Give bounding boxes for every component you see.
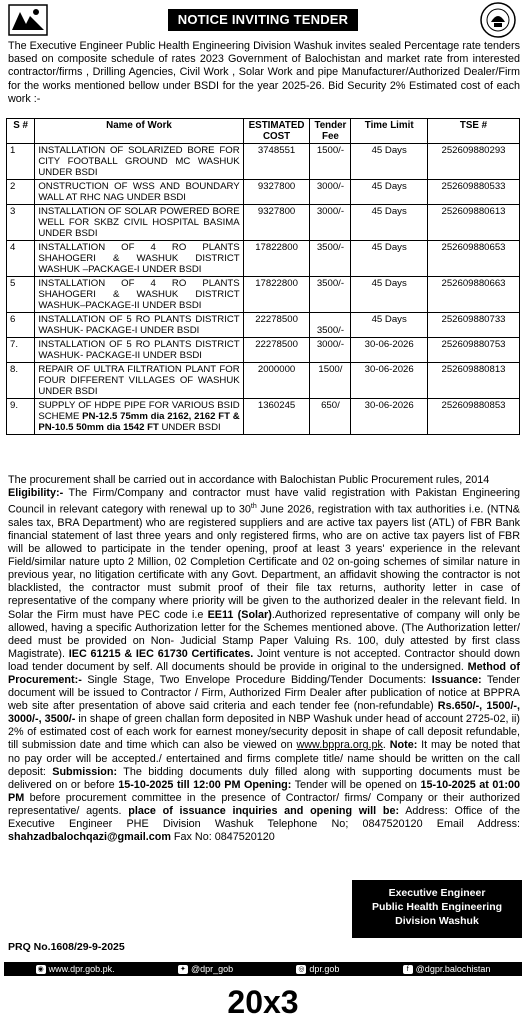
note-text: It may be noted that no pay order will be accepted./ entertained and firms complete title/ name should be written on the call deposit: <box>8 739 521 778</box>
cell-sn: 8. <box>7 363 35 399</box>
cell-sn: 6 <box>7 313 35 338</box>
opening-text: Tender will be opened on <box>291 778 421 791</box>
cell-name: INSTALLATION OF 5 RO PLANTS DISTRICT WASHUK- PACKAGE-II UNDER BSDI <box>35 338 243 363</box>
twitter-link[interactable] <box>178 964 233 974</box>
cell-cost: 9327800 <box>243 180 310 205</box>
globe-icon: ◉ <box>37 965 44 973</box>
note-label: Note: <box>389 739 418 752</box>
table-header-row <box>7 119 520 144</box>
cell-time: 45 Days <box>351 180 428 205</box>
cell-sn: 4 <box>7 241 35 277</box>
twitter-text: @dpr_gob <box>190 964 234 974</box>
address-text: Address: Office of the Executive Engineer PHE Division Washuk Telephone No; 0847520120 Email Address: <box>8 804 520 831</box>
issuance-label: Issuance: <box>431 674 482 686</box>
table-row <box>7 180 520 205</box>
ad-size-label: 20x3 <box>227 984 299 1020</box>
instagram-icon: ◎ <box>298 965 305 973</box>
cell-tse: 252609880753 <box>428 338 520 363</box>
submission-date: 15-10-2025 till 12:00 PM <box>118 778 241 791</box>
cell-time: 45 Days <box>351 313 428 338</box>
col-fee: Tender Fee <box>310 119 351 144</box>
cell-time: 30-06-2026 <box>351 363 428 399</box>
intro-paragraph: The Executive Engineer Public Health Engineering Division Washuk invites sealed Percentage rate tenders based on composite schedule of rates 2023 Government of Balochistan and market rate from interested contractor/firms , Drilling Agencies, Civil Work , Solar Work and pipe Manufacturer/Authorized Dealer/Firm for the works mentioned bellow under BSDI for the year 2025-26. Bid Security 2% Estimated cost of each work :- <box>8 40 520 105</box>
cell-fee: 3500/- <box>310 313 351 338</box>
submission-text: The bidding documents duly filled along with supporting documents must be delivered on or before <box>8 765 520 791</box>
notice-title: NOTICE INVITING TENDER <box>168 9 358 31</box>
table-row <box>7 363 520 399</box>
method-text: Single Stage, Two Envelope Procedure Bidding/Tender Documents: <box>81 674 432 686</box>
cell-tse: 252609880813 <box>428 363 520 399</box>
eligibility-text: June 2026, registration with tax authorities i.e. (NTN& sales tax, BRA Department) who are registered suppliers and are active tax payers list (ATL) of FBR Bank financial statement of last three years and only registered firms, who are on active tax payers list of FBR will be allowed to participate in the tender opening, proof at least 3 years' experience in the relevant Field/similar nature upto 2 Million, 02 Completion Certificate and 02 on-going schemes of similar nature in previous year, no litigation certificate with any Govt. Department, an affidavit showing the contractor is not blacklisted, the contractor must submit proof of their file tax returns, authority letter in case of representative of the company where priority will be given to the authorized dealer in the relevant field. In Solar the Firm must have PEC code i.e <box>8 503 520 621</box>
cell-fee: 3000/- <box>310 205 351 241</box>
signature-line: Division Washuk <box>395 915 479 927</box>
website-text: www.dpr.gob.pk. <box>48 964 115 974</box>
table-row <box>7 241 520 277</box>
col-tse: TSE # <box>428 119 520 144</box>
cell-fee: 3000/- <box>310 180 351 205</box>
cell-name: INSTALLATION OF 4 RO PLANTS SHAHOGERI & WASHUK DISTRICT WASHUK–PACKAGE-II UNDER BSDI <box>35 277 243 313</box>
cell-name: ONSTRUCTION OF WSS AND BOUNDARY WALL AT RHC NAG UNDER BSDI <box>35 180 243 205</box>
cell-name: INSTALLATION OF SOLAR POWERED BORE WELL FOR SKBZ CIVIL HOSPITAL BASIMA UNDER BSDI <box>35 205 243 241</box>
cell-time: 45 Days <box>351 241 428 277</box>
opening-text: before procurement committee in the presence of Contractor/ firms/ Company or their authorized representative/ agents. <box>8 791 520 817</box>
cell-sn: 1 <box>7 144 35 180</box>
cell-name-part: SUPPLY OF HDPE PIPE FOR VARIOUS BSID SCHEME <box>38 400 240 422</box>
twitter-icon: ✦ <box>178 965 188 974</box>
cell-cost: 22278500 <box>243 313 310 338</box>
cell-tse: 252609880293 <box>428 144 520 180</box>
cell-fee: 3500/- <box>310 241 351 277</box>
opening-date: 15-10-2025 at 01:00 PM <box>8 778 520 804</box>
facebook-text: @dgpr.balochistan <box>415 964 491 974</box>
cell-tse: 252609880853 <box>428 399 520 435</box>
submission-label: Submission: <box>52 765 118 778</box>
cell-cost: 1360245 <box>243 399 310 435</box>
cell-tse: 252609880613 <box>428 205 520 241</box>
cell-time: 30-06-2026 <box>351 399 428 435</box>
table-row <box>7 205 520 241</box>
cell-time: 45 Days <box>351 277 428 313</box>
cell-tse: 252609880653 <box>428 241 520 277</box>
bppra-link[interactable]: www.bppra.org.pk <box>296 739 383 752</box>
iec-certificates: IEC 61215 & IEC 61730 Certificates. <box>68 647 254 660</box>
cell-fee: 1500/ <box>310 363 351 399</box>
cell-sn: 7. <box>7 338 35 363</box>
cell-cost: 2000000 <box>243 363 310 399</box>
cell-fee: 3500/- <box>310 277 351 313</box>
cell-cost: 9327800 <box>243 205 310 241</box>
ordinal-suffix: th <box>250 503 257 511</box>
eligibility-text: Joint venture is not accepted. Contractor should down load tender document by self. All documents should be provide in original to the undersigned. <box>8 647 520 673</box>
cell-fee: 1500/- <box>310 144 351 180</box>
phe-department-seal <box>478 2 518 38</box>
cell-sn: 5 <box>7 277 35 313</box>
issuance-text: Tender document will be issued to Contractor / Firm, Authorized Firm Dealer after publication of notice at BPPRA web site after presentation of above said criteria and each tender fee (non-refundable) <box>8 674 520 713</box>
cell-name: INSTALLATION OF 4 RO PLANTS SHAHOGERI & WASHUK DISTRICT WASHUK –PACKAGE-I UNDER BSDI <box>35 241 243 277</box>
cell-cost: 17822800 <box>243 241 310 277</box>
place-label: place of issuance inquiries and opening will be: <box>128 804 400 817</box>
cell-time: 45 Days <box>351 144 428 180</box>
cell-tse: 252609880733 <box>428 313 520 338</box>
signature-line: Public Health Engineering <box>371 901 503 913</box>
balochistan-govt-logo <box>8 4 48 36</box>
terms-body <box>8 474 520 844</box>
instagram-link[interactable] <box>296 964 339 974</box>
cell-time: 45 Days <box>351 205 428 241</box>
issuance-text: in shape of green challan form deposited in NBP Washuk under head of account 2725-02, ii) 2% of estimated cost of each work for earnest money/security deposit in shape of call deposit refundable, till submission date and time which can also be viewed on <box>8 713 520 752</box>
table-row <box>7 144 520 180</box>
facebook-icon: f <box>403 965 413 974</box>
instagram-text: dpr.gob <box>309 964 340 974</box>
cell-sn: 3 <box>7 205 35 241</box>
signature-block <box>352 880 522 938</box>
signature-line: Executive Engineer <box>388 887 486 899</box>
table-row <box>7 338 520 363</box>
social-bar <box>4 962 522 976</box>
cell-fee: 650/ <box>310 399 351 435</box>
cell-cost: 3748551 <box>243 144 310 180</box>
col-name: Name of Work <box>35 119 243 144</box>
cell-name-part: UNDER BSDI <box>158 422 221 433</box>
table-row <box>7 399 520 435</box>
cell-cost: 17822800 <box>243 277 310 313</box>
table-row <box>7 313 520 338</box>
cell-cost: 22278500 <box>243 338 310 363</box>
cell-time: 30-06-2026 <box>351 338 428 363</box>
punct: . <box>382 739 390 752</box>
col-time: Time Limit <box>351 119 428 144</box>
website-link[interactable] <box>36 964 115 974</box>
procurement-rules-text: The procurement shall be carried out in accordance with Balochistan Public Procurement rules, 2014 <box>8 474 490 486</box>
cell-name <box>35 399 243 435</box>
method-label: Method of Procurement:- <box>8 660 520 686</box>
cell-name: INSTALLATION OF SOLARIZED BORE FOR CITY FOOTBALL GROUND MC WASHUK UNDER BSDI <box>35 144 243 180</box>
opening-label: Opening: <box>240 778 292 791</box>
works-table <box>6 118 520 435</box>
cell-name-spec: PN-12.5 75mm dia 2162, 2162 FT & PN-10.5 50mm dia 1542 FT <box>38 411 240 433</box>
pec-code: EE11 (Solar) <box>207 608 272 621</box>
email-link[interactable]: shahzadbalochqazi@gmail.com <box>8 831 171 844</box>
prq-number: PRQ No.1608/29-9-2025 <box>8 941 125 953</box>
eligibility-text: The Firm/Company and contractor must have valid registration with Pakistan Engineering Council in relevant category with renewal up to 30 <box>8 487 520 516</box>
cell-fee: 3000/- <box>310 338 351 363</box>
col-sn: S # <box>7 119 35 144</box>
cell-sn: 2 <box>7 180 35 205</box>
eligibility-text: .Authorized representative of company will only be allowed, having a specific Authorization letter for the Schemes mentioned above. (The Authorization letter/ deed must be provided on Non- Judicial Stamp Paper Valuing Rs. 100, duly attested by first class Magistrate). <box>8 608 520 660</box>
cell-name: REPAIR OF ULTRA FILTRATION PLANT FOR FOUR DIFFERENT VILLAGES OF WASHUK UNDER BSDI <box>35 363 243 399</box>
col-cost: ESTIMATED COST <box>243 119 310 144</box>
fax-text: Fax No: 0847520120 <box>170 831 275 844</box>
table-row <box>7 277 520 313</box>
cell-sn: 9. <box>7 399 35 435</box>
cell-tse: 252609880663 <box>428 277 520 313</box>
cell-name: INSTALLATION OF 5 RO PLANTS DISTRICT WASHUK- PACKAGE-I UNDER BSDI <box>35 313 243 338</box>
tender-fees: Rs.650/-, 1500/-, 3000/-, 3500/- <box>8 700 520 726</box>
facebook-link[interactable] <box>403 964 491 974</box>
eligibility-label: Eligibility:- <box>8 487 64 500</box>
cell-tse: 252609880533 <box>428 180 520 205</box>
